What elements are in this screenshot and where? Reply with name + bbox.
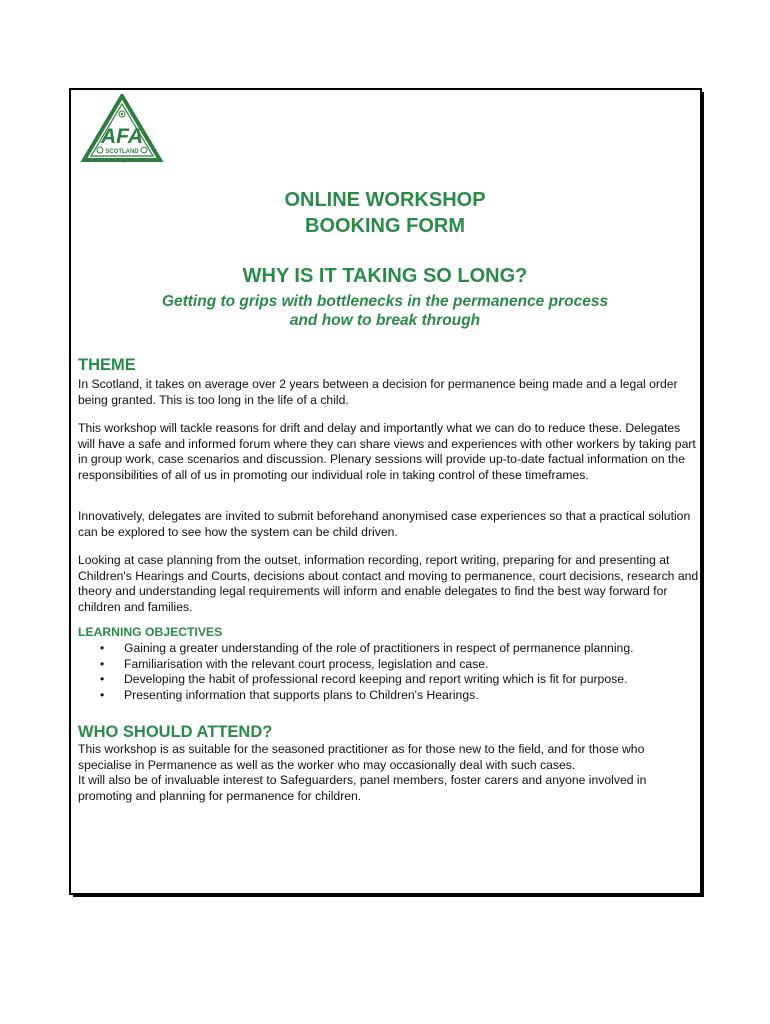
learning-objectives-list xyxy=(78,641,700,703)
workshop-subtitle-line2: and how to break through xyxy=(289,312,481,329)
workshop-subtitle-line1: Getting to grips with bottlenecks in the permanence process xyxy=(161,293,609,310)
who-should-attend-text xyxy=(78,742,700,804)
list-item: • Presenting information that supports plans to Children's Hearings. xyxy=(78,688,700,704)
who-should-attend-line: It will also be of invaluable interest to Safeguarders, panel members, foster carers and anyone involved in promoting and planning for permanence for children. xyxy=(78,773,647,803)
who-should-attend-line: This workshop is as suitable for the seasoned practitioner as for those new to the field, and for those who specialise in Permanence as well as the worker who may occasionally deal with such cases. xyxy=(78,742,645,772)
logo-caption: Adoption & Fostering Alliance Scotland xyxy=(87,158,157,163)
list-item: • Familiarisation with the relevant court process, legislation and case. xyxy=(78,657,700,673)
section-heading-who-should-attend: WHO SHOULD ATTEND? xyxy=(78,723,273,741)
section-heading-theme: THEME xyxy=(78,356,136,374)
afa-scotland-logo xyxy=(80,94,164,164)
list-item: • Gaining a greater understanding of the role of practitioners in respect of permanence planning. xyxy=(78,641,700,657)
heading-booking-form: BOOKING FORM xyxy=(305,215,465,237)
workshop-title: WHY IS IT TAKING SO LONG? xyxy=(242,265,528,287)
logo-text-main: AFA xyxy=(101,125,143,148)
theme-paragraph: In Scotland, it takes on average over 2 years between a decision for permanence being made and a legal order being granted. This is too long in the life of a child. xyxy=(78,377,678,407)
heading-online-workshop: ONLINE WORKSHOP xyxy=(284,189,486,211)
section-heading-learning-objectives: LEARNING OBJECTIVES xyxy=(78,625,223,639)
theme-paragraph: Innovatively, delegates are invited to submit beforehand anonymised case experiences so that a practical solution can be explored to see how the system can be child driven. xyxy=(78,509,691,539)
list-item: • Developing the habit of professional record keeping and report writing which is fit for purpose. xyxy=(78,672,700,688)
logo-text-sub: SCOTLAND xyxy=(105,149,139,155)
theme-paragraph: This workshop will tackle reasons for drift and delay and importantly what we can do to reduce these. Delegates will have a safe and informed forum where they can share views and experiences with other workers by taking part in group work, case scenarios and discussion. Plenary sessions will provide up-to-date factual information on the responsibilities of all of us in promoting our individual role in taking control of these timeframes. xyxy=(78,421,696,482)
theme-paragraph: Looking at case planning from the outset, information recording, report writing, preparing for and presenting at Children's Hearings and Courts, decisions about contact and moving to permanence, court decisions, research and theory and understanding legal requirements will inform and enable delegates to find the best way forward for children and families. xyxy=(78,553,699,614)
